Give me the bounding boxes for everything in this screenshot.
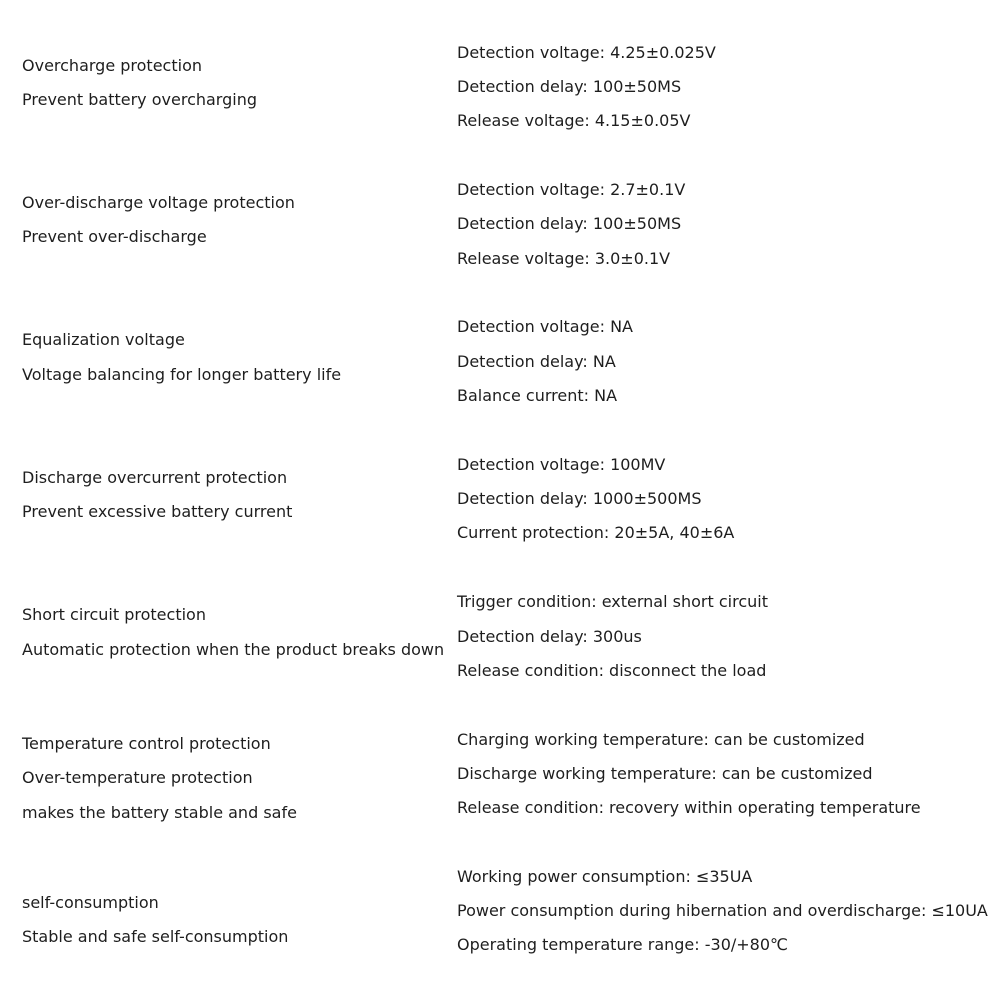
- section-2-subtitle: Prevent over-discharge: [22, 227, 207, 246]
- section-7-spec-1: Working power consumption: ≤35UA: [457, 867, 753, 886]
- section-3-spec-2: Detection delay: NA: [457, 352, 616, 371]
- section-4-title: Discharge overcurrent protection: [22, 468, 288, 487]
- section-6-spec-3: Release condition: recovery within operating temperature: [457, 798, 921, 817]
- section-7-title: self-consumption: [22, 893, 159, 912]
- section-2-spec-1: Detection voltage: 2.7±0.1V: [457, 180, 686, 199]
- section-6-title: Temperature control protection: [22, 734, 271, 753]
- section-3-subtitle: Voltage balancing for longer battery life: [22, 365, 342, 384]
- section-4-subtitle: Prevent excessive battery current: [22, 502, 293, 521]
- section-7-spec-3: Operating temperature range: -30/+80℃: [457, 935, 788, 954]
- section-3-spec-1: Detection voltage: NA: [457, 317, 633, 336]
- section-7-subtitle: Stable and safe self-consumption: [22, 927, 289, 946]
- section-1-title: Overcharge protection: [22, 56, 202, 75]
- section-7-spec-2: Power consumption during hibernation and overdischarge: ≤10UA: [457, 901, 988, 920]
- section-1-spec-1: Detection voltage: 4.25±0.025V: [457, 43, 716, 62]
- section-3-spec-3: Balance current: NA: [457, 386, 618, 405]
- section-5-spec-3: Release condition: disconnect the load: [457, 661, 767, 680]
- section-6-subtitle: Over-temperature protection: [22, 768, 253, 787]
- section-5-spec-1: Trigger condition: external short circuit: [457, 592, 768, 611]
- section-6-subtitle-2: makes the battery stable and safe: [22, 803, 297, 822]
- section-2-title: Over-discharge voltage protection: [22, 193, 295, 212]
- section-4-spec-3: Current protection: 20±5A, 40±6A: [457, 523, 735, 542]
- section-2-spec-3: Release voltage: 3.0±0.1V: [457, 249, 671, 268]
- section-5-subtitle: Automatic protection when the product breaks down: [22, 640, 445, 659]
- section-2-spec-2: Detection delay: 100±50MS: [457, 214, 682, 233]
- section-5-spec-2: Detection delay: 300us: [457, 627, 642, 646]
- section-1-subtitle: Prevent battery overcharging: [22, 90, 257, 109]
- section-4-spec-2: Detection delay: 1000±500MS: [457, 489, 702, 508]
- section-4-spec-1: Detection voltage: 100MV: [457, 455, 666, 474]
- section-1-spec-3: Release voltage: 4.15±0.05V: [457, 111, 691, 130]
- section-6-spec-2: Discharge working temperature: can be customized: [457, 764, 873, 783]
- section-6-spec-1: Charging working temperature: can be customized: [457, 730, 865, 749]
- section-3-title: Equalization voltage: [22, 330, 185, 349]
- section-1-spec-2: Detection delay: 100±50MS: [457, 77, 682, 96]
- section-5-title: Short circuit protection: [22, 605, 206, 624]
